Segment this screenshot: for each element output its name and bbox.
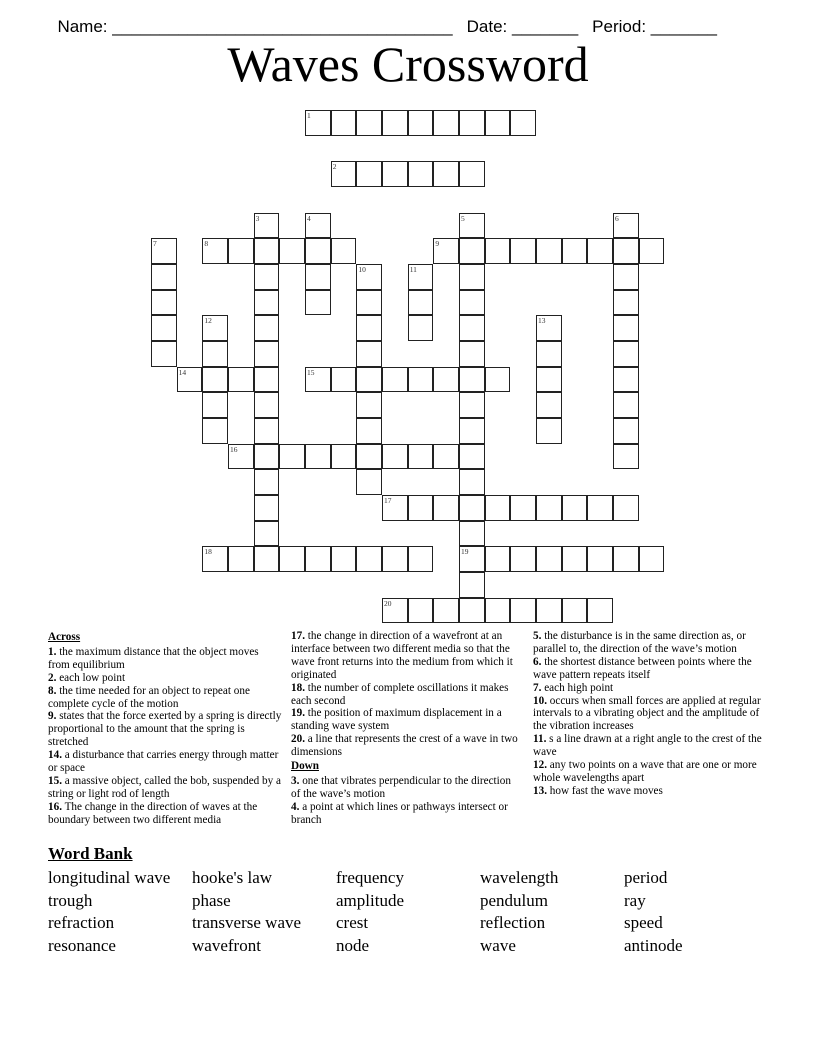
word-bank-item: node [336, 936, 370, 956]
date-field[interactable]: Date: _______ [466, 17, 579, 36]
across-clue [48, 685, 283, 711]
clue-text: each high point [541, 681, 614, 694]
grid-cell[interactable] [305, 264, 331, 290]
grid-cell[interactable] [485, 546, 511, 572]
clue-number: 5. [533, 630, 542, 642]
grid-cell[interactable] [613, 341, 639, 367]
grid-cell[interactable] [254, 264, 280, 290]
grid-cell[interactable] [228, 546, 254, 572]
word-bank-item: wave [480, 936, 516, 956]
grid-cell[interactable] [408, 495, 434, 521]
word-bank-item: wavelength [480, 868, 559, 887]
grid-cell[interactable] [356, 444, 382, 470]
down-clue [533, 656, 765, 682]
period-field[interactable]: Period: _______ [592, 17, 717, 36]
down-clue [533, 759, 765, 785]
grid-cell[interactable] [587, 495, 613, 521]
clue-number: 7. [533, 681, 542, 694]
grid-cell[interactable] [151, 290, 177, 316]
grid-cell[interactable] [639, 546, 665, 572]
grid-cell[interactable] [254, 495, 280, 521]
down-clue [533, 733, 765, 759]
grid-cell[interactable] [254, 238, 280, 264]
grid-cell[interactable] [613, 392, 639, 418]
clue-number: 15. [48, 774, 62, 787]
name-field[interactable]: Name: ____________________________________ [57, 17, 453, 36]
clue-number: 16 [230, 444, 238, 454]
clue-number: 8 [204, 239, 209, 249]
clue-text: a disturbance that carries energy through matter or space [48, 749, 279, 775]
across-clue [48, 749, 283, 775]
grid-cell[interactable] [356, 367, 382, 393]
down-clue [533, 695, 765, 734]
grid-cell[interactable] [331, 110, 357, 136]
grid-cell[interactable] [356, 469, 382, 495]
grid-cell[interactable] [228, 444, 254, 470]
crossword-grid [151, 110, 671, 630]
across-clue [291, 707, 523, 733]
grid-cell[interactable] [510, 495, 536, 521]
grid-cell[interactable] [356, 392, 382, 418]
clue-text: each low point [56, 671, 126, 684]
grid-cell[interactable] [587, 238, 613, 264]
grid-cell[interactable] [536, 367, 562, 393]
grid-cell[interactable] [382, 598, 408, 624]
grid-cell[interactable] [254, 315, 280, 341]
down-clue [533, 630, 765, 656]
grid-cell[interactable] [536, 392, 562, 418]
grid-cell[interactable] [459, 418, 485, 444]
grid-cell[interactable] [510, 598, 536, 624]
grid-cell[interactable] [254, 546, 280, 572]
grid-cell[interactable] [510, 110, 536, 136]
grid-cell[interactable] [459, 521, 485, 547]
clue-text: states that the force exerted by a spring is directly proportional to the amount that the spring is stretched [48, 710, 282, 749]
grid-cell[interactable] [433, 367, 459, 393]
grid-cell[interactable] [459, 161, 485, 187]
grid-cell[interactable] [305, 546, 331, 572]
grid-cell[interactable] [202, 392, 228, 418]
word-bank-item: transverse wave [192, 913, 302, 933]
word-bank-item: trough [48, 890, 93, 910]
grid-cell[interactable] [613, 444, 639, 470]
grid-cell[interactable] [305, 290, 331, 316]
grid-cell[interactable] [613, 546, 639, 572]
page-title: Waves Crossword [227, 36, 589, 92]
clue-text: how fast the wave moves [546, 784, 663, 797]
grid-cell[interactable] [536, 418, 562, 444]
grid-cell[interactable] [254, 290, 280, 316]
clue-text: the position of maximum displacement in a standing wave system [291, 707, 502, 733]
grid-cell[interactable] [613, 213, 639, 239]
grid-cell[interactable] [254, 521, 280, 547]
word-bank-item: ray [624, 890, 646, 910]
clue-number: 11 [409, 265, 417, 275]
clue-number: 10 [358, 265, 366, 275]
grid-cell[interactable] [459, 598, 485, 624]
grid-cell[interactable] [151, 238, 177, 264]
grid-cell[interactable] [408, 161, 434, 187]
grid-cell[interactable] [433, 495, 459, 521]
grid-cell[interactable] [613, 495, 639, 521]
clue-number: 9. [48, 710, 57, 723]
down-clue [291, 801, 523, 827]
grid-cell[interactable] [305, 367, 331, 393]
clue-number: 1 [307, 111, 311, 120]
clue-text: occurs when small forces are applied at regular intervals to a vibrating object and the amplitude of the vibration increases [533, 694, 761, 733]
grid-cell[interactable] [536, 315, 562, 341]
grid-cell[interactable] [331, 161, 357, 187]
grid-cell[interactable] [459, 367, 485, 393]
clue-text: the maximum distance that the object moves from equilibrium [48, 645, 259, 671]
grid-cell[interactable] [382, 161, 408, 187]
grid-cell[interactable] [510, 546, 536, 572]
word-bank-item: longitudinal wave [48, 868, 171, 887]
grid-cell[interactable] [202, 418, 228, 444]
grid-cell[interactable] [382, 495, 408, 521]
clue-number: 6 [615, 213, 619, 223]
grid-cell[interactable] [613, 264, 639, 290]
clue-text: any two points on a wave that are one or more whole wavelengths apart [533, 759, 757, 784]
grid-cell[interactable] [485, 495, 511, 521]
grid-cell[interactable] [587, 546, 613, 572]
grid-cell[interactable] [459, 110, 485, 136]
grid-cell[interactable] [459, 444, 485, 470]
grid-cell[interactable] [459, 392, 485, 418]
grid-cell[interactable] [536, 495, 562, 521]
grid-cell[interactable] [305, 213, 331, 239]
clue-number: 4. [291, 800, 300, 813]
clue-text: the time needed for an object to repeat one complete cycle of the motion [48, 684, 250, 710]
clue-number: 12. [533, 759, 547, 772]
grid-cell[interactable] [459, 546, 485, 572]
grid-cell[interactable] [433, 238, 459, 264]
grid-cell[interactable] [459, 495, 485, 521]
clue-number: 18. [291, 681, 305, 694]
grid-cell[interactable] [331, 238, 357, 264]
down-heading: Down [291, 760, 319, 773]
grid-cell[interactable] [305, 444, 331, 470]
across-clue [291, 630, 523, 682]
grid-cell[interactable] [202, 367, 228, 393]
grid-cell[interactable] [459, 572, 485, 598]
word-bank-title: Word Bank [48, 844, 133, 863]
grid-cell[interactable] [433, 110, 459, 136]
grid-cell[interactable] [485, 110, 511, 136]
grid-cell[interactable] [639, 238, 665, 264]
grid-cell[interactable] [433, 161, 459, 187]
word-bank-item: wavefront [192, 936, 261, 956]
grid-cell[interactable] [408, 264, 434, 290]
down-clue [291, 775, 523, 801]
clue-number: 18 [204, 547, 212, 557]
clue-number: 14 [178, 367, 187, 377]
clue-number: 6. [533, 655, 542, 668]
clue-number: 11. [533, 733, 547, 746]
clue-text: a line that represents the crest of a wave in two dimensions [291, 733, 518, 759]
word-bank-item: refraction [48, 913, 115, 933]
clue-number: 3. [291, 774, 300, 787]
word-bank-item: frequency [336, 868, 404, 887]
grid-cell[interactable] [202, 315, 228, 341]
clue-number: 20. [291, 733, 305, 746]
grid-cell[interactable] [356, 418, 382, 444]
grid-cell[interactable] [459, 341, 485, 367]
clue-number: 14. [48, 749, 62, 762]
grid-cell[interactable] [356, 264, 382, 290]
grid-cell[interactable] [202, 341, 228, 367]
grid-cell[interactable] [254, 213, 280, 239]
grid-cell[interactable] [151, 341, 177, 367]
clue-number: 5 [461, 213, 465, 223]
grid-cell[interactable] [228, 238, 254, 264]
across-clue [48, 672, 283, 685]
grid-cell[interactable] [459, 264, 485, 290]
across-clue [291, 682, 523, 708]
grid-cell[interactable] [536, 341, 562, 367]
grid-cell[interactable] [151, 264, 177, 290]
word-bank-item: antinode [624, 936, 683, 956]
clue-number: 8. [48, 684, 57, 697]
clue-number: 16. [48, 800, 62, 813]
word-bank-item: period [624, 868, 668, 887]
grid-cell[interactable] [279, 444, 305, 470]
word-bank-item: hooke's law [192, 868, 273, 887]
grid-cell[interactable] [459, 315, 485, 341]
grid-cell[interactable] [356, 110, 382, 136]
grid-cell[interactable] [408, 367, 434, 393]
grid-cell[interactable] [254, 341, 280, 367]
grid-cell[interactable] [408, 546, 434, 572]
across-clue [48, 646, 283, 672]
clue-text: The change in the direction of waves at the boundary between two different media [48, 800, 258, 826]
grid-cell[interactable] [459, 213, 485, 239]
clue-number: 13 [538, 316, 546, 326]
across-clue [48, 775, 283, 801]
clue-number: 20 [384, 598, 392, 608]
student-info-header [48, 0, 717, 37]
grid-cell[interactable] [356, 290, 382, 316]
grid-cell[interactable] [485, 367, 511, 393]
clue-number: 13. [533, 784, 547, 797]
down-clue [533, 682, 765, 695]
grid-cell[interactable] [202, 238, 228, 264]
grid-cell[interactable] [279, 546, 305, 572]
grid-cell[interactable] [254, 444, 280, 470]
clues-column-1 [48, 630, 283, 827]
clue-number: 15 [307, 367, 315, 377]
grid-cell[interactable] [613, 418, 639, 444]
clue-number: 19. [291, 707, 305, 720]
across-heading: Across [48, 631, 81, 643]
grid-cell[interactable] [356, 315, 382, 341]
clue-text: s a line drawn at a right angle to the crest of the wave [533, 733, 762, 759]
grid-cell[interactable] [305, 110, 331, 136]
grid-cell[interactable] [254, 418, 280, 444]
grid-cell[interactable] [562, 598, 588, 624]
clue-number: 9 [435, 239, 440, 249]
clue-number: 4 [307, 213, 311, 223]
grid-cell[interactable] [356, 341, 382, 367]
grid-cell[interactable] [459, 469, 485, 495]
word-bank-item: amplitude [336, 890, 404, 910]
grid-cell[interactable] [305, 238, 331, 264]
clue-number: 10. [533, 694, 547, 707]
grid-cell[interactable] [151, 315, 177, 341]
clue-text: the disturbance is in the same direction as, or parallel to, the direction of the wave’s motion [533, 630, 746, 655]
clue-number: 3 [255, 213, 260, 223]
grid-cell[interactable] [562, 238, 588, 264]
grid-cell[interactable] [331, 367, 357, 393]
grid-cell[interactable] [331, 546, 357, 572]
grid-cell[interactable] [613, 315, 639, 341]
grid-cell[interactable] [408, 598, 434, 624]
word-bank-item: reflection [480, 913, 546, 933]
clue-number: 2. [48, 671, 57, 684]
grid-cell[interactable] [279, 238, 305, 264]
grid-cell[interactable] [536, 598, 562, 624]
grid-cell[interactable] [202, 546, 228, 572]
clue-number: 2 [332, 162, 337, 172]
clue-number: 12 [204, 316, 212, 326]
grid-cell[interactable] [177, 367, 203, 393]
grid-cell[interactable] [613, 367, 639, 393]
grid-cell[interactable] [433, 598, 459, 624]
grid-cell[interactable] [459, 238, 485, 264]
across-clue [48, 710, 283, 749]
grid-cell[interactable] [459, 290, 485, 316]
grid-cell[interactable] [562, 546, 588, 572]
word-bank-item: speed [624, 913, 663, 933]
grid-cell[interactable] [382, 110, 408, 136]
clue-number: 19 [461, 547, 469, 557]
grid-cell[interactable] [613, 290, 639, 316]
grid-cell[interactable] [356, 546, 382, 572]
clue-text: a massive object, called the bob, suspended by a string or light rod of length [48, 774, 282, 800]
grid-cell[interactable] [254, 469, 280, 495]
clue-number: 17 [384, 496, 392, 506]
word-bank-item: pendulum [480, 890, 548, 910]
clue-number: 17. [291, 630, 305, 642]
clue-text: the change in direction of a wavefront at an interface between two different media so that the wave front returns into the medium from which it originated [291, 630, 513, 681]
grid-cell[interactable] [254, 392, 280, 418]
grid-cell[interactable] [331, 444, 357, 470]
grid-cell[interactable] [408, 290, 434, 316]
word-bank-item: phase [192, 890, 231, 910]
clue-text: the shortest distance between points where the wave pattern repeats itself [533, 655, 752, 681]
grid-cell[interactable] [587, 598, 613, 624]
word-bank-item: crest [336, 913, 369, 933]
grid-cell[interactable] [408, 315, 434, 341]
clue-number: 7 [153, 239, 157, 249]
grid-cell[interactable] [382, 444, 408, 470]
clues-column-2 [291, 630, 523, 827]
grid-cell[interactable] [408, 444, 434, 470]
clues-column-3 [533, 630, 765, 798]
across-clue [291, 733, 523, 759]
across-clue [48, 801, 283, 827]
grid-cell[interactable] [382, 367, 408, 393]
grid-cell[interactable] [536, 546, 562, 572]
clue-number: 1. [48, 645, 57, 658]
grid-cell[interactable] [254, 367, 280, 393]
grid-cell[interactable] [408, 110, 434, 136]
grid-cell[interactable] [356, 161, 382, 187]
grid-cell[interactable] [433, 444, 459, 470]
clue-text: one that vibrates perpendicular to the direction of the wave’s motion [291, 774, 511, 800]
grid-cell[interactable] [485, 598, 511, 624]
grid-cell[interactable] [228, 367, 254, 393]
down-clue [533, 785, 765, 798]
grid-cell[interactable] [536, 238, 562, 264]
grid-cell[interactable] [613, 238, 639, 264]
grid-cell[interactable] [562, 495, 588, 521]
clue-text: a point at which lines or pathways intersect or branch [291, 800, 508, 826]
grid-cell[interactable] [510, 238, 536, 264]
clue-text: the number of complete oscillations it makes each second [291, 681, 509, 707]
grid-cell[interactable] [485, 238, 511, 264]
word-bank-item: resonance [48, 936, 116, 956]
grid-cell[interactable] [382, 546, 408, 572]
